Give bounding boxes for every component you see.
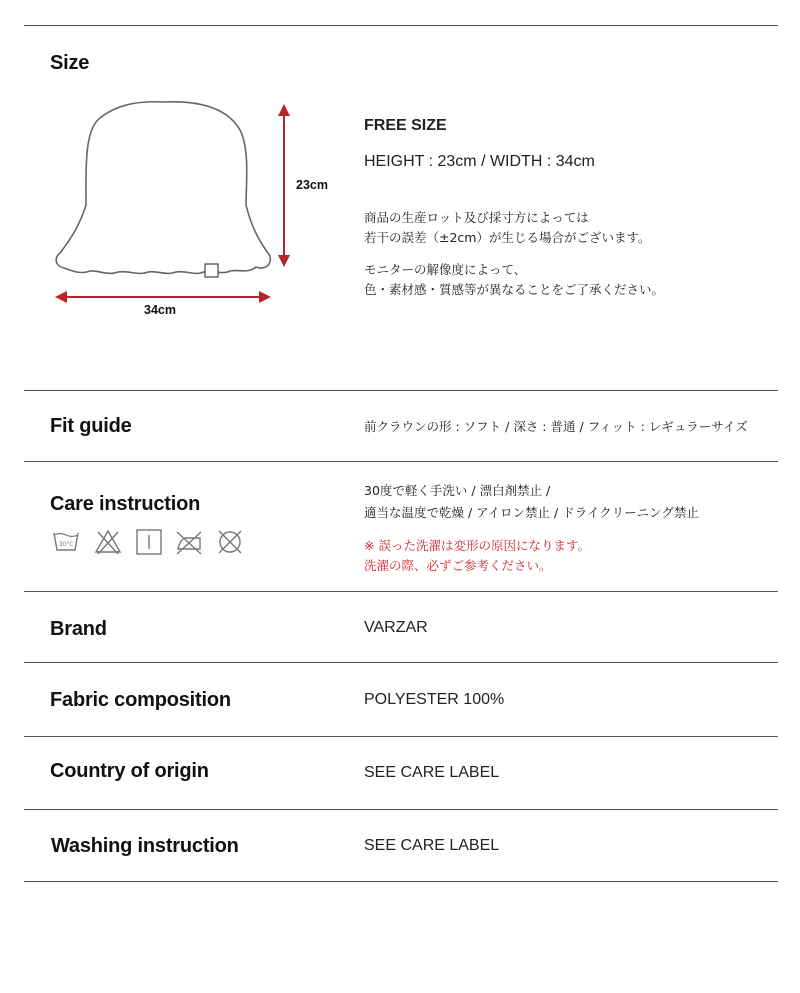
brand-value: VARZAR bbox=[364, 619, 428, 636]
size-heading: Size bbox=[50, 52, 90, 74]
height-label: 23cm bbox=[296, 178, 328, 192]
care-text bbox=[364, 480, 699, 524]
free-size-title: FREE SIZE bbox=[364, 117, 447, 134]
height-arrow-icon bbox=[278, 104, 290, 267]
width-label: 34cm bbox=[144, 303, 176, 317]
washing-instruction-value: SEE CARE LABEL bbox=[364, 837, 500, 854]
fabric-composition-heading: Fabric composition bbox=[50, 689, 231, 711]
hat-tag-icon bbox=[205, 264, 218, 277]
fit-guide-heading: Fit guide bbox=[50, 415, 132, 437]
size-note-1 bbox=[364, 208, 650, 248]
no-dry-clean-icon bbox=[216, 528, 244, 556]
divider-fit-care bbox=[24, 461, 778, 462]
hat-outline-icon bbox=[56, 102, 270, 274]
washing-instruction-heading: Washing instruction bbox=[51, 835, 239, 857]
size-note-2-line-2: 色・素材感・質感等が異なることをご了承ください。 bbox=[364, 282, 665, 297]
size-note-2-line-1: モニターの解像度によって、 bbox=[364, 262, 527, 277]
divider-brand-fabric bbox=[24, 662, 778, 663]
divider-care-brand bbox=[24, 591, 778, 592]
width-arrow-icon bbox=[55, 291, 271, 303]
no-iron-icon bbox=[175, 528, 203, 556]
divider-bottom bbox=[24, 881, 778, 882]
size-note-1-line-1: 商品の生産ロット及び採寸方によっては bbox=[364, 210, 589, 225]
hat-size-diagram bbox=[0, 0, 360, 340]
care-instruction-heading: Care instruction bbox=[50, 493, 201, 515]
no-bleach-icon bbox=[94, 528, 122, 556]
size-note-2 bbox=[364, 260, 664, 300]
fit-guide-value: 前クラウンの形 : ソフト / 深さ : 普通 / フィット : レギュラーサイズ bbox=[364, 419, 748, 434]
fabric-composition-value: POLYESTER 100% bbox=[364, 691, 505, 708]
country-of-origin-heading: Country of origin bbox=[50, 760, 209, 782]
care-warning-line-2: 洗濯の際、必ずご参考ください。 bbox=[364, 558, 552, 573]
divider-origin-washing bbox=[24, 809, 778, 810]
hand-wash-30-icon bbox=[52, 528, 80, 556]
care-line-1: 30度で軽く手洗い / 漂白剤禁止 / bbox=[364, 483, 551, 498]
country-of-origin-value: SEE CARE LABEL bbox=[364, 764, 500, 781]
care-line-2: 適当な温度で乾燥 / アイロン禁止 / ドライクリーニング禁止 bbox=[364, 505, 699, 520]
divider-size-fit bbox=[24, 390, 778, 391]
size-note-1-line-2: 若干の誤差（±2cm）が生じる場合がございます。 bbox=[364, 230, 651, 245]
wash-temp-label: 30°C bbox=[58, 541, 74, 548]
brand-heading: Brand bbox=[50, 618, 107, 640]
divider-fabric-origin bbox=[24, 736, 778, 737]
care-warning bbox=[364, 536, 590, 576]
tumble-dry-icon bbox=[135, 528, 163, 556]
size-dimensions: HEIGHT : 23cm / WIDTH : 34cm bbox=[364, 153, 595, 170]
care-warning-line-1: ※ 誤った洗濯は変形の原因になります。 bbox=[364, 538, 590, 553]
